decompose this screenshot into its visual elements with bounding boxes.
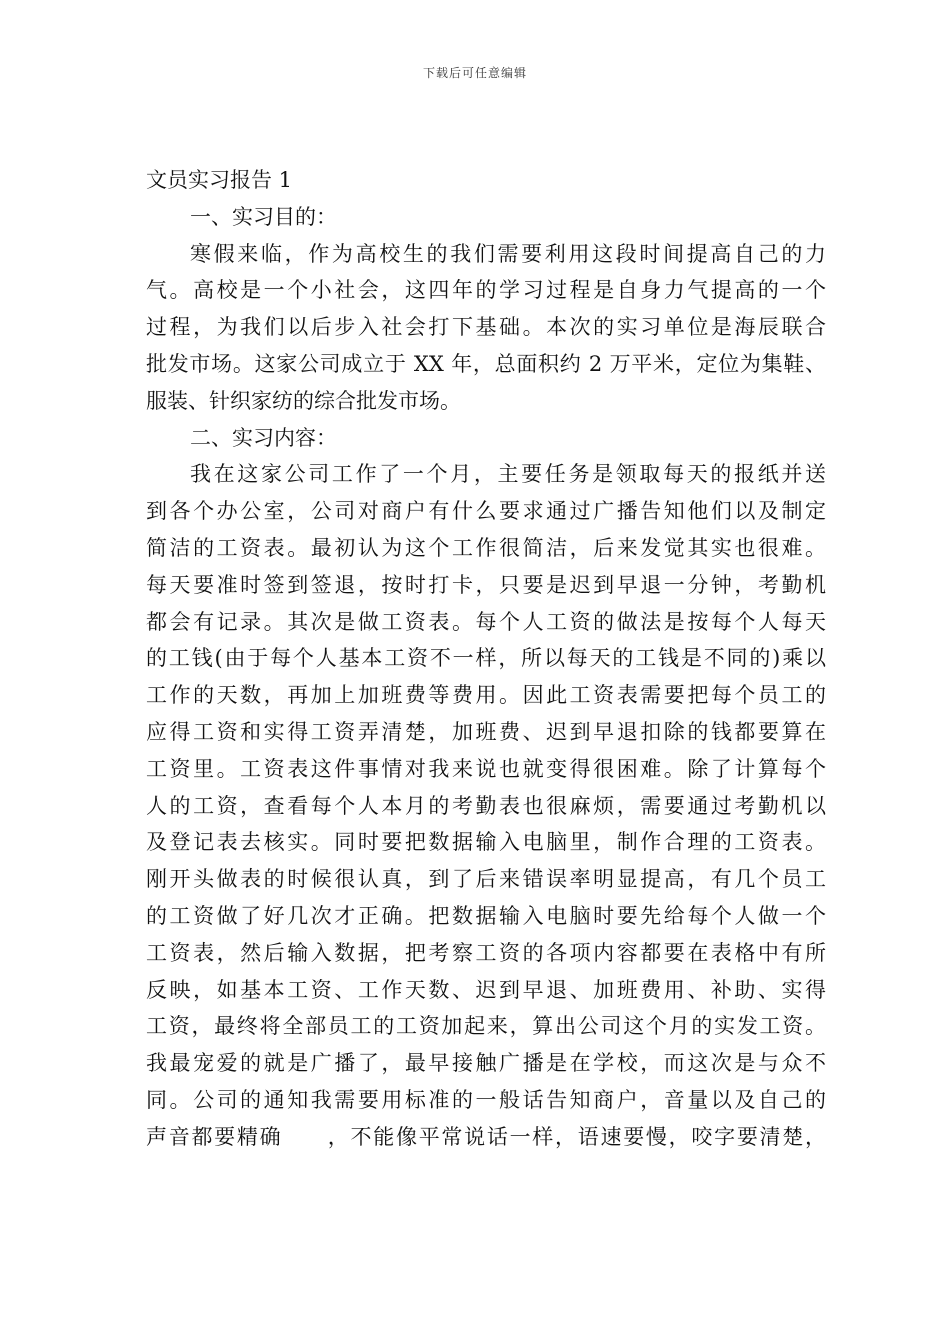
text-line: 简洁的工资表。最初认为这个工作很简洁，后来发觉其实也很难。 bbox=[146, 535, 826, 560]
document-body bbox=[146, 162, 826, 1156]
text-line: 工资里。工资表这件事情对我来说也就变得很困难。除了计算每个 bbox=[146, 756, 826, 781]
text-line: 工资，最终将全部员工的工资加起来，算出公司这个月的实发工资。 bbox=[146, 1014, 826, 1039]
text-line: 工资表，然后输入数据，把考察工资的各项内容都要在表格中有所 bbox=[146, 940, 826, 965]
text-line: 过程，为我们以后步入社会打下基础。本次的实习单位是海辰联合 bbox=[146, 315, 826, 340]
text-line: 我在这家公司工作了一个月，主要任务是领取每天的报纸并送 bbox=[190, 462, 826, 487]
document-text bbox=[146, 199, 826, 1156]
text-line: 每天要准时签到签退，按时打卡，只要是迟到早退一分钟，考勤机 bbox=[146, 572, 826, 597]
text-line: 到各个办公室，公司对商户有什么要求通过广播告知他们以及制定 bbox=[146, 499, 826, 524]
text-line: 寒假来临，作为高校生的我们需要利用这段时间提高自己的力 bbox=[190, 241, 826, 266]
text-line: 气。高校是一个小社会，这四年的学习过程是自身力气提高的一个 bbox=[146, 278, 826, 303]
document-title: 文员实习报告 1 bbox=[146, 168, 293, 192]
text-line: 人的工资，查看每个人本月的考勤表也很麻烦，需要通过考勤机以 bbox=[146, 793, 826, 818]
text-line: 刚开头做表的时候很认真，到了后来错误率明显提高，有几个员工 bbox=[146, 867, 826, 892]
text-line: 声音都要精确 ，不能像平常说话一样，语速要慢，咬字要清楚， bbox=[146, 1124, 826, 1149]
text-line: 的工钱(由于每个人基本工资不一样，所以每天的工钱是不同的)乘以 bbox=[146, 646, 826, 671]
text-line: 同。公司的通知我需要用标准的一般话告知商户，音量以及自己的 bbox=[146, 1087, 826, 1112]
text-line: 一、实习目的： bbox=[190, 204, 337, 229]
text-line: 应得工资和实得工资弄清楚，加班费、迟到早退扣除的钱都要算在 bbox=[146, 719, 826, 744]
text-line: 批发市场。这家公司成立于 XX 年，总面积约 2 万平米，定位为集鞋、 bbox=[146, 351, 826, 376]
text-line: 的工资做了好几次才正确。把数据输入电脑时要先给每个人做一个 bbox=[146, 903, 826, 928]
text-line: 及登记表去核实。同时要把数据输入电脑里，制作合理的工资表。 bbox=[146, 830, 826, 855]
text-line: 都会有记录。其次是做工资表。每个人工资的做法是按每个人每天 bbox=[146, 609, 826, 634]
text-line: 反映，如基本工资、工作天数、迟到早退、加班费用、补助、实得 bbox=[146, 977, 826, 1002]
text-line: 二、实习内容： bbox=[190, 425, 337, 450]
text-line: 工作的天数，再加上加班费等费用。因此工资表需要把每个员工的 bbox=[146, 683, 826, 708]
text-line: 服装、针织家纺的综合批发市场。 bbox=[146, 388, 461, 413]
page-header: 下载后可任意编辑 bbox=[422, 66, 527, 80]
text-line: 我最宠爱的就是广播了，最早接触广播是在学校，而这次是与众不 bbox=[146, 1051, 826, 1076]
